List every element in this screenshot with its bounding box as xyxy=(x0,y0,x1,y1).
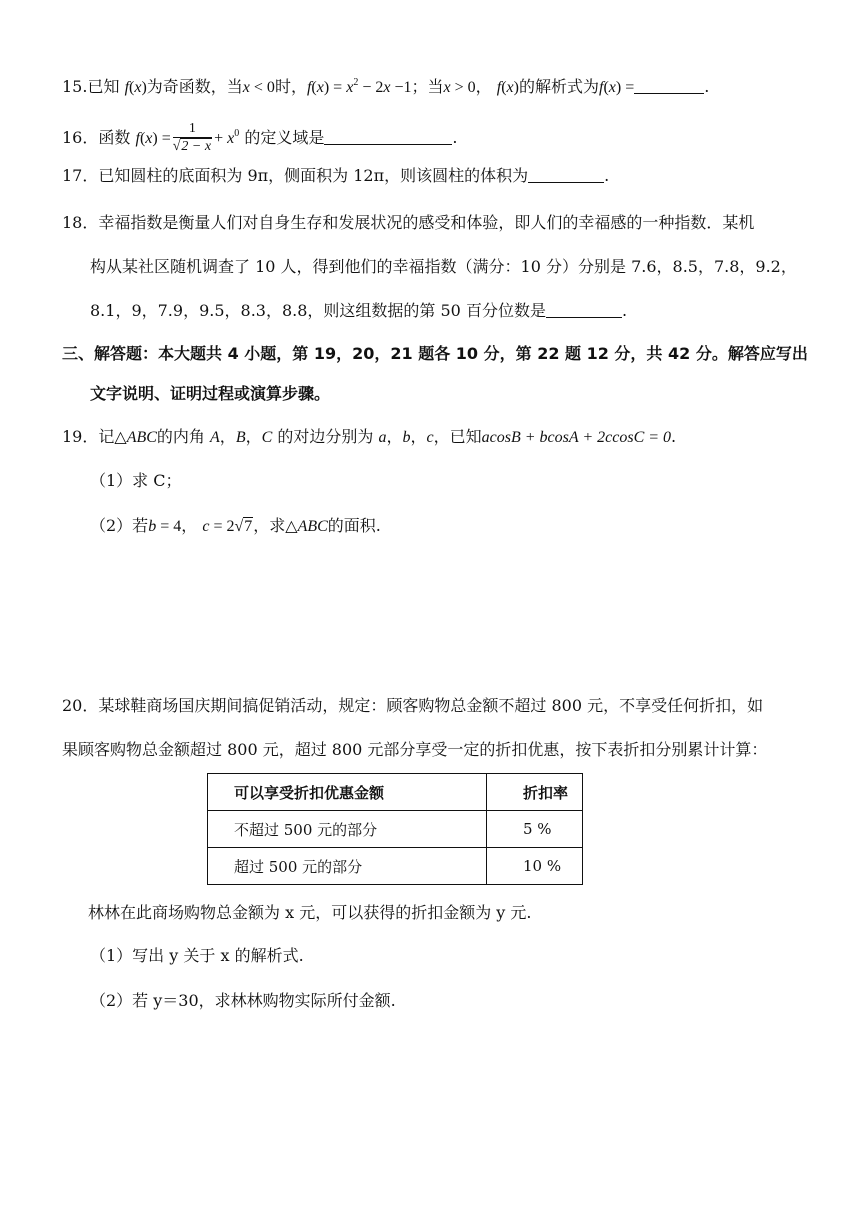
question-16: 16．函数 f(x) = $\frac{1}{√2 - x}$ + $x^0$ 的定义域是 . xyxy=(62,121,458,154)
q19-part-2-text-a: （2）若 xyxy=(90,516,149,535)
q15-fx-2: $f(x) = x^2 - 2x -1$ xyxy=(306,77,412,96)
q17-answer-blank xyxy=(528,167,604,183)
table-cell: 超过 500 元的部分 xyxy=(208,848,487,885)
q17-text: 已知圆柱的底面积为 9π，侧面积为 12π，则该圆柱的体积为 xyxy=(98,166,529,185)
q16-number: 16． xyxy=(62,128,99,147)
q19-part-2-text-c: ，求△ xyxy=(253,516,298,535)
table-cell: 5 % xyxy=(487,811,583,848)
q19-sides: a xyxy=(378,429,387,446)
q18-text-3: 8.1，9，7.9，9.5，8.3，8.8，则这组数据的第 50 百分位数是 xyxy=(90,301,546,320)
question-15: 15.已知 f(x)为奇函数，当x < 0时，$f(x) = x^2 - 2x -1$；当x > 0， f(x)的解析式为f(x) = . xyxy=(62,77,710,96)
q15-text-5: ， xyxy=(475,77,492,96)
q19-equation: acosB + bcosA + 2ccosC = 0 xyxy=(481,429,672,446)
question-20-line-2: 果顾客购物总金额超过 800 元，超过 800 元部分享受一定的折扣优惠，按下表折扣分别累计计算： xyxy=(62,740,768,759)
q20-part-2: （2）若 y＝30，求林林购物实际所付金额. xyxy=(90,991,396,1010)
q15-fx-4: f(x) = xyxy=(598,79,635,96)
q18-answer-blank xyxy=(546,302,622,318)
q18-text-1: 幸福指数是衡量人们对自身生存和发展状况的感受和体验，即人们的幸福感的一种指数．某机 xyxy=(98,213,755,232)
q19-part-2-text-d: 的面积. xyxy=(327,516,381,535)
q16-text-2: 的定义域是 xyxy=(244,128,325,147)
q19-abc: ABC xyxy=(126,429,157,446)
q19-part-2-text-b: ， xyxy=(181,516,198,535)
q20-number: 20． xyxy=(62,696,99,715)
discount-table xyxy=(207,773,583,885)
question-20-line-1 xyxy=(62,695,763,717)
question-19: 19．记△ABC的内角 A，B，C 的对边分别为 a，b，c，已知acosB + bcosA + 2ccosC = 0. xyxy=(62,427,677,446)
q19-part-1: （1）求 C； xyxy=(90,471,182,490)
q15-text-6: 的解析式为 xyxy=(518,77,599,96)
q16-fraction: $\frac{1}{√2 - x}$ xyxy=(172,121,212,154)
q16-text-1: 函数 xyxy=(98,128,131,147)
q19-end: . xyxy=(671,427,677,446)
table-header: 可以享受折扣优惠金额 xyxy=(208,774,487,811)
q19-part-2: （2）若b = 4， c = 2√7，求△ABC的面积. xyxy=(90,516,381,535)
q15-number: 15. xyxy=(62,77,88,96)
table-header: 折扣率 xyxy=(487,774,583,811)
table-row xyxy=(208,848,583,885)
q16-answer-blank xyxy=(324,129,452,145)
q19-text-3: 的对边分别为 xyxy=(277,427,374,446)
q19-angles: A xyxy=(210,429,220,446)
q16-end: . xyxy=(452,128,458,147)
q19-text-2: 的内角 xyxy=(156,427,205,446)
q20-text-1: 某球鞋商场国庆期间搞促销活动，规定：顾客购物总金额不超过 800 元，不享受任何折扣，如 xyxy=(98,696,764,715)
q15-answer-blank xyxy=(634,78,704,94)
q20-after-table: 林林在此商场购物总金额为 x 元，可以获得的折扣金额为 y 元. xyxy=(88,903,532,922)
q19-text-1: 记△ xyxy=(98,427,127,446)
table-header-row xyxy=(208,774,583,811)
section-3-heading: 三、解答题：本大题共 4 小题，第 19，20，21 题各 10 分，第 22 题 12 分，共 42 分。解答应写出 xyxy=(62,344,808,363)
q20-part-1: （1）写出 y 关于 x 的解析式. xyxy=(90,946,304,965)
q19-text-4: ，已知 xyxy=(433,427,482,446)
q15-fx-3: f(x) xyxy=(496,79,519,96)
q17-end: . xyxy=(604,166,610,185)
q16-fx: f(x) = xyxy=(135,130,171,147)
q15-cond-1: x xyxy=(242,79,250,96)
q15-fx-1: f(x) xyxy=(124,79,147,96)
section-3-heading-2: 文字说明、证明过程或演算步骤。 xyxy=(90,384,331,403)
table-cell: 10 % xyxy=(487,848,583,885)
q16-numerator: 1 xyxy=(173,121,212,138)
question-17 xyxy=(62,165,609,187)
question-18-line-3 xyxy=(90,300,627,322)
q15-text-3: 时， xyxy=(274,77,307,96)
q18-end: . xyxy=(621,301,628,320)
question-18-line-1 xyxy=(62,212,754,234)
question-18-line-2: 构从某社区随机调查了 10 人，得到他们的幸福指数（满分：10 分）分别是 7.6，8.5，7.8，9.2， xyxy=(90,257,797,276)
q18-number: 18． xyxy=(62,213,99,232)
q15-text-1: 已知 xyxy=(87,77,120,96)
q15-text-4: ；当 xyxy=(411,77,444,96)
q17-number: 17． xyxy=(62,166,99,185)
q16-denominator: 2 − x xyxy=(181,139,212,154)
table-cell: 不超过 500 元的部分 xyxy=(208,811,487,848)
q15-end: . xyxy=(704,77,710,96)
table-row xyxy=(208,811,583,848)
q19-number: 19． xyxy=(62,427,99,446)
q15-text-2: 为奇函数，当 xyxy=(146,77,243,96)
